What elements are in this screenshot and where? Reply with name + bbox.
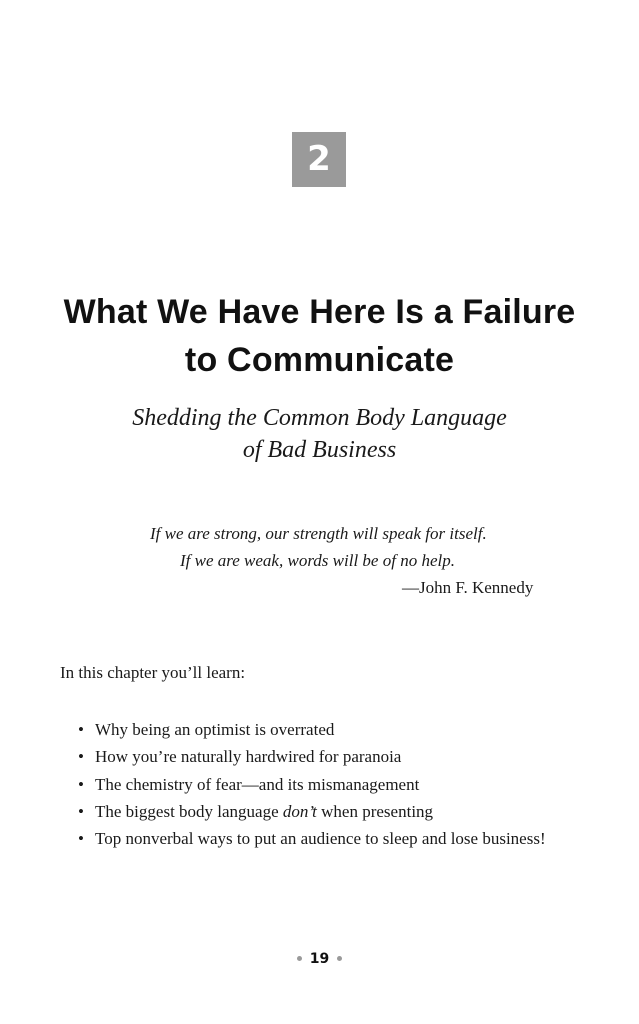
chapter-number: 2 [307,139,331,179]
chapter-intro: In this chapter you’ll learn: [60,663,246,682]
bullet-icon: • [78,747,84,767]
chapter-title-line-2: to Communicate [184,341,455,379]
chapter-title-line-1: What We Have Here Is a Failure [63,293,576,331]
bullet-icon: • [78,801,84,821]
list-item [78,743,546,770]
page-number: 19 [309,951,330,967]
list-item-emphasis: don’t [282,801,317,821]
list-item [78,798,546,825]
list-item-text-before: The biggest body language [95,801,283,821]
list-item-text: How you’re naturally hardwired for paranoia [95,747,402,767]
learning-points-list [78,716,546,852]
bullet-icon: • [78,720,84,739]
chapter-subtitle-line-1: Shedding the Common Body Language [132,405,507,431]
epigraph-attribution: —John F. Kennedy [402,578,534,597]
chapter-subtitle [60,402,579,466]
dot-right-icon [337,956,342,961]
dot-left-icon [297,956,302,961]
chapter-subtitle-line-2: of Bad Business [242,437,397,463]
epigraph-line-1: If we are strong, our strength will speak for itself. [150,524,487,543]
list-item-text: The chemistry of fear—and its mismanagement [95,774,420,794]
list-item-text: Top nonverbal ways to put an audience to sleep and lose business! [95,829,546,849]
list-item [78,716,546,743]
page-footer [0,949,639,969]
bullet-icon: • [78,829,84,849]
chapter-number-box [292,132,346,187]
list-item [78,771,546,798]
list-item-text: Why being an optimist is overrated [95,720,335,739]
list-item [78,825,546,852]
bullet-icon: • [78,774,84,794]
epigraph-line-2: If we are weak, words will be of no help. [180,551,455,570]
chapter-title [40,288,599,384]
list-item-text-after: when presenting [316,801,434,821]
